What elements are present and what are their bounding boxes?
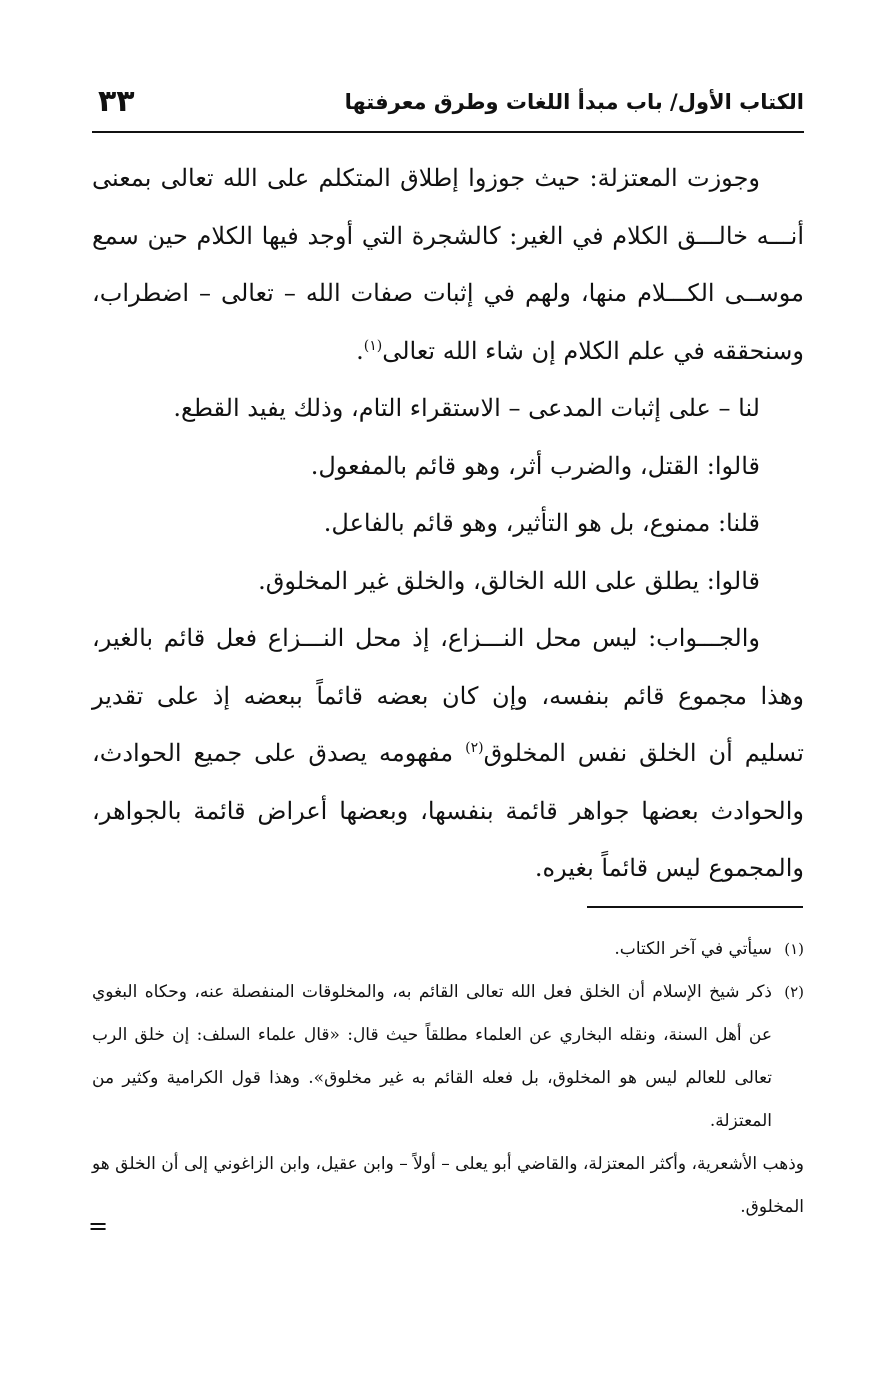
- footnote-separator: [587, 906, 803, 908]
- page-number: ٣٣: [98, 84, 135, 119]
- paragraph-6-text: والجـــواب: ليس محل النـــزاع، إذ محل النـــزاع فعل قائم بالغير، وهذا مجموع قائم بنفسه، وإن كان بعضه قائماً ببعضه إذ على تقدير تسليم أن الخلق نفس المخلوق: [92, 624, 804, 767]
- paragraph-2: لنا – على إثبات المدعى – الاستقراء التام، وذلك يفيد القطع.: [173, 394, 760, 422]
- footnote-ref-2: (٢): [465, 740, 484, 756]
- continuation-mark: =: [88, 1212, 109, 1240]
- main-text: [92, 150, 804, 898]
- header-rule: [92, 131, 804, 133]
- footnote-1: [92, 928, 804, 971]
- paragraph-1-text: وجوزت المعتزلة: حيث جوزوا إطلاق المتكلم على الله تعالى بمعنى أنـــه خالـــق الكلام في الغير: كالشجرة التي أوجد فيها الكلام حين سمع موســى الكـــلام منها، ولهم في إثبات صفات الله – تعالى – اضطراب، وسنحققه في علم الكلام إن شاء الله تعالى: [92, 164, 804, 365]
- paragraph-6: [92, 610, 804, 898]
- paragraph-1: [92, 150, 804, 380]
- footnote-2: [92, 971, 804, 1143]
- paragraph-4: قلنا: ممنوع، بل هو التأثير، وهو قائم بالفاعل.: [323, 509, 760, 537]
- paragraph-6-tail: مفهومه يصدق على جميع الحوادث، والحوادث بعضها جواهر قائمة بنفسها، وبعضها أعراض قائمة بالجواهر، والمجموع ليس قائماً بغيره.: [92, 739, 804, 882]
- footnote-1-number: (١): [784, 940, 804, 958]
- paragraph-1-tail: .: [356, 336, 364, 365]
- footnote-ref-1: (١): [363, 337, 383, 354]
- footnotes: [92, 928, 804, 1229]
- header-title: الكتاب الأول/ باب مبدأ اللغات وطرق معرفتها: [344, 90, 804, 114]
- footnote-2-text: ذكر شيخ الإسلام أن الخلق فعل الله تعالى القائم به، والمخلوقات المنفصلة عنه، وحكاه البغوي عن أهل السنة، ونقله البخاري عن العلماء مطلقاً حيث قال: «قال علماء السلف: إن خلق الرب تعالى للعالم ليس هو المخلوق، بل فعله القائم به غير مخلوق». وهذا قول الكرامية وكثير من المعتزلة.: [92, 982, 772, 1131]
- running-header: [92, 84, 804, 128]
- paragraph-3: قالوا: القتل، والضرب أثر، وهو قائم بالمفعول.: [310, 451, 760, 480]
- footnote-1-text: سيأتي في آخر الكتاب.: [614, 939, 772, 959]
- paragraph-5: قالوا: يطلق على الله الخالق، والخلق غير المخلوق.: [258, 566, 760, 595]
- footnote-2-continued: وذهب الأشعرية، وأكثر المعتزلة، والقاضي أبو يعلى – أولاً – وابن عقيل، وابن الزاغوني إلى أن الخلق هو المخلوق.: [92, 1154, 804, 1217]
- footnote-2-number: (٢): [784, 983, 804, 1001]
